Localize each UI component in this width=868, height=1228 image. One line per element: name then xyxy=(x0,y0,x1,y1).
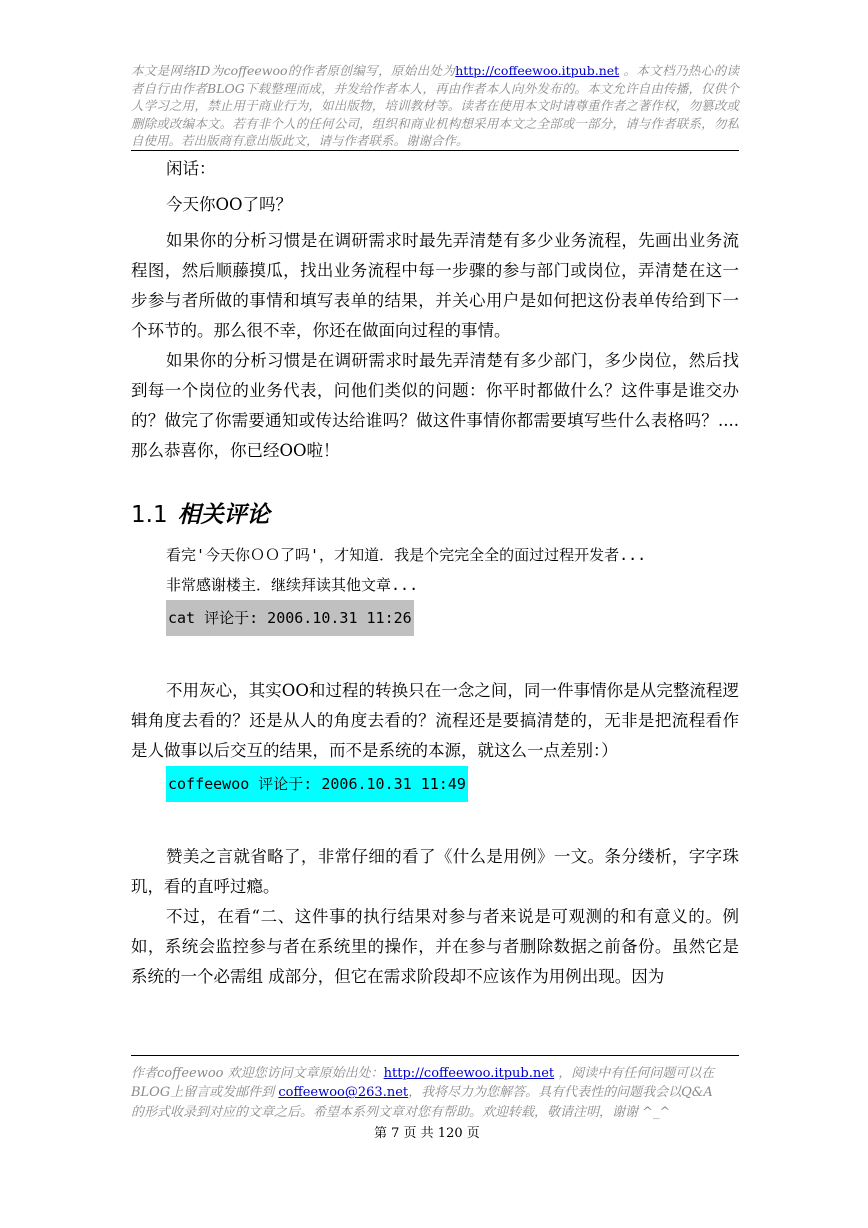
footer-author-note xyxy=(131,1064,721,1122)
section-number: 1.1 xyxy=(131,502,168,528)
header-note-text-1: 本文是网络ID为coffeewoo的作者原创编写，原始出处为 xyxy=(131,63,456,78)
footer-text-2: ，阅读中有任何问题可以在BLOG上留言或发邮件到 xyxy=(131,1066,715,1101)
article-body xyxy=(131,154,739,992)
paragraph-process-oriented: 如果你的分析习惯是在调研需求时最先弄清楚有多少业务流程，先画出业务流程图，然后顺藤摸瓜，找出业务流程中每一步骤的参与部门或岗位，弄清楚在这一步参与者所做的事情和填写表单的结果，并关心用户是如何把这份表单传给到下一个环节的。那么很不幸，你还在做面向过程的事情。 xyxy=(131,231,739,340)
header-source-link[interactable]: http://coffeewoo.itpub.net xyxy=(455,63,620,78)
comment-3-paragraph-1: 赞美之言就省略了，非常仔细的看了《什么是用例》一文。条分缕析，字字珠玑，看的直呼过瘾。 xyxy=(131,847,739,896)
comment-1-timestamp: cat 评论于: 2006.10.31 11:26 xyxy=(166,600,414,636)
header-divider xyxy=(131,150,739,151)
paragraph-question: 今天你OO了吗？ xyxy=(166,195,293,214)
footer-email-link[interactable]: coffeewoo@263.net xyxy=(278,1085,409,1101)
footer-text-1: 作者coffeewoo 欢迎您访问文章原始出处： xyxy=(131,1066,384,1081)
comment-3-paragraph-2: 不过，在看“二、这件事的执行结果对参与者来说是可观测的和有意义的。例如，系统会监控参与者在系统里的操作，并在参与者删除数据之前备份。虽然它是系统的一个必需组 成部分，但它在需求阶段却不应该作为用例出现。因为 xyxy=(131,907,739,986)
footer-source-link[interactable]: http://coffeewoo.itpub.net xyxy=(383,1066,555,1081)
page-number: 第 7 页 共 120 页 xyxy=(374,1126,480,1141)
header-note-text-2: 。本文档乃热心的读者自行由作者BLOG下载整理而成，并发给作者本人，再由作者本人向外发布的。本文允许自由传播，仅供个人学习之用，禁止用于商业行为，如出版物，培训教材等。读者在使用本文时请尊重作者之著作权，勿篡改或删除或改编本文。若有非个人的任何公司，组织和商业机构想采用本文之全部或一部分，请与作者联系，勿私自使用。若出版商有意出版此文，请与作者联系。谢谢合作。 xyxy=(131,63,739,149)
section-title: 相关评论 xyxy=(177,502,270,528)
comment-1-line-1: 看完'今天你ＯＯ了吗'，才知道．我是个完完全全的面过过程开发者... xyxy=(166,546,647,564)
comment-2-timestamp: coffeewoo 评论于: 2006.10.31 11:49 xyxy=(166,766,468,802)
paragraph-aside-label: 闲话： xyxy=(166,159,216,178)
footer-text-3: ，我将尽力为您解答。具有代表性的问题我会以Q&A的形式收录到对应的文章之后。希望本系列文章对您有帮助。欢迎转载，敬请注明，谢谢 ^_^ xyxy=(131,1085,713,1120)
section-heading xyxy=(131,498,739,532)
paragraph-object-oriented: 如果你的分析习惯是在调研需求时最先弄清楚有多少部门，多少岗位，然后找到每一个岗位的业务代表，问他们类似的问题：你平时都做什么？这件事是谁交办的？做完了你需要通知或传达给谁吗？做这件事情你都需要填写些什么表格吗？....那么恭喜你，你已经OO啦！ xyxy=(131,351,739,460)
footer-divider xyxy=(131,1055,739,1056)
comment-1-line-2: 非常感谢楼主．继续拜读其他文章... xyxy=(166,576,419,594)
header-copyright-note xyxy=(131,62,739,150)
comment-2-text: 不用灰心，其实OO和过程的转换只在一念之间，同一件事情你是从完整流程逻辑角度去看的？还是从人的角度去看的？流程还是要搞清楚的，无非是把流程看作是人做事以后交互的结果，而不是系统的本源，就这么一点差别：） xyxy=(131,681,739,760)
